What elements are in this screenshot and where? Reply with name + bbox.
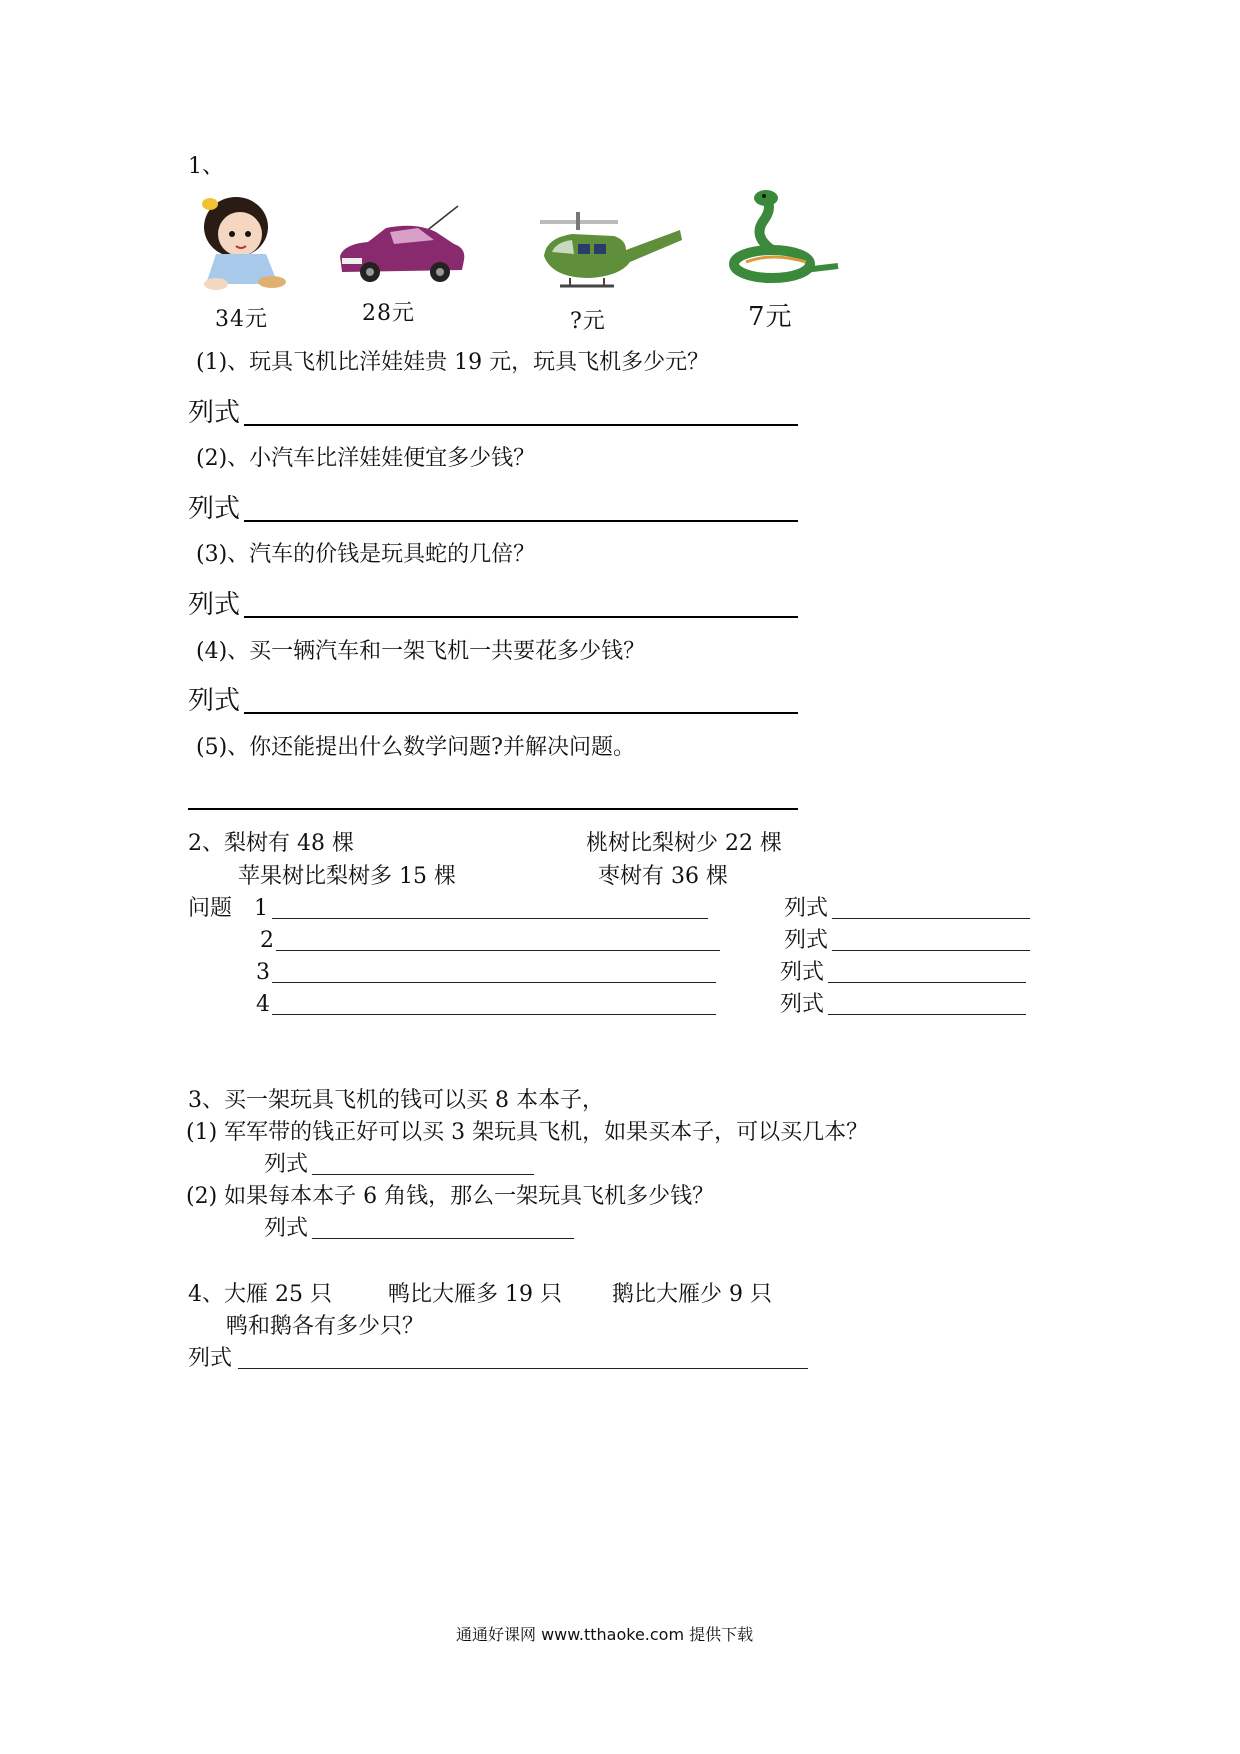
q2-formula-label-3: 列式 <box>780 960 825 985</box>
q3-formula-line-1[interactable] <box>312 1174 534 1175</box>
q1-formula-label-2: 列式 <box>188 494 241 524</box>
q2-question-line-2[interactable] <box>276 950 720 951</box>
q1-number: 1、 <box>188 154 224 179</box>
q2-line1-left: 2、梨树有 48 棵 <box>188 831 354 856</box>
q1-answer-line-5[interactable] <box>188 808 798 810</box>
q2-line2-left: 苹果树比梨树多 15 棵 <box>238 864 456 889</box>
q4-formula-line[interactable] <box>238 1368 808 1369</box>
q4-line1-a: 4、大雁 25 只 <box>188 1282 332 1307</box>
snake-image <box>724 190 844 290</box>
helicopter-price: ?元 <box>570 309 606 334</box>
q2-formula-line-1[interactable] <box>832 918 1030 919</box>
q1-question-3: (3)、汽车的价钱是玩具蛇的几倍？ <box>196 542 536 567</box>
q1-answer-line-3[interactable] <box>244 616 798 618</box>
q4-line1-c: 鹅比大雁少 9 只 <box>612 1282 772 1307</box>
q3-intro: 3、买一架玩具飞机的钱可以买 8 本本子， <box>188 1088 604 1113</box>
q1-answer-line-4[interactable] <box>244 712 798 714</box>
q3-sub-2: (2) 如果每本本子 6 角钱，那么一架玩具飞机多少钱？ <box>186 1184 715 1209</box>
q1-question-2: (2)、小汽车比洋娃娃便宜多少钱？ <box>196 446 536 471</box>
q2-formula-line-4[interactable] <box>828 1014 1026 1015</box>
q2-row-number-1: 1 <box>254 896 268 921</box>
q2-formula-label-4: 列式 <box>780 992 825 1017</box>
q3-formula-line-2[interactable] <box>312 1238 574 1239</box>
q1-formula-label-1: 列式 <box>188 398 241 428</box>
q4-line1-b: 鸭比大雁多 19 只 <box>388 1282 562 1307</box>
q2-formula-line-3[interactable] <box>828 982 1026 983</box>
q2-question-label: 问题 <box>188 896 233 921</box>
footer-text: 通通好课网 www.tthaoke.com 提供下载 <box>456 1625 754 1644</box>
q1-answer-line-2[interactable] <box>244 520 798 522</box>
q1-answer-line-1[interactable] <box>244 424 798 426</box>
q2-question-line-1[interactable] <box>272 918 708 919</box>
q2-formula-line-2[interactable] <box>832 950 1030 951</box>
q3-sub-1: (1) 军军带的钱正好可以买 3 架玩具飞机，如果买本子，可以买几本？ <box>186 1120 869 1145</box>
q1-question-4: (4)、买一辆汽车和一架飞机一共要花多少钱？ <box>196 639 646 664</box>
q4-line2: 鸭和鹅各有多少只？ <box>226 1314 425 1339</box>
q2-line2-right: 枣树有 36 棵 <box>598 864 728 889</box>
snake-price: 7元 <box>748 302 793 332</box>
q3-formula-label-1: 列式 <box>264 1152 309 1177</box>
q2-row-number-4: 4 <box>256 992 270 1017</box>
helicopter-image <box>530 206 690 296</box>
car-image <box>332 204 472 294</box>
q2-formula-label-2: 列式 <box>784 928 829 953</box>
q3-formula-label-2: 列式 <box>264 1216 309 1241</box>
q2-formula-label-1: 列式 <box>784 896 829 921</box>
car-price: 28元 <box>362 301 415 326</box>
q1-formula-label-3: 列式 <box>188 590 241 620</box>
q1-question-5: (5)、你还能提出什么数学问题?并解决问题。 <box>196 735 635 760</box>
q1-question-1: (1)、玩具飞机比洋娃娃贵 19 元，玩具飞机多少元？ <box>196 350 710 375</box>
q1-formula-label-4: 列式 <box>188 686 241 716</box>
q2-question-line-3[interactable] <box>272 982 716 983</box>
doll-price: 34元 <box>215 307 268 332</box>
q2-row-number-2: 2 <box>260 928 274 953</box>
q4-formula-label: 列式 <box>188 1346 233 1371</box>
q2-question-line-4[interactable] <box>272 1014 716 1015</box>
doll-image <box>186 192 296 292</box>
q2-line1-right: 桃树比梨树少 22 棵 <box>586 831 782 856</box>
q2-row-number-3: 3 <box>256 960 270 985</box>
